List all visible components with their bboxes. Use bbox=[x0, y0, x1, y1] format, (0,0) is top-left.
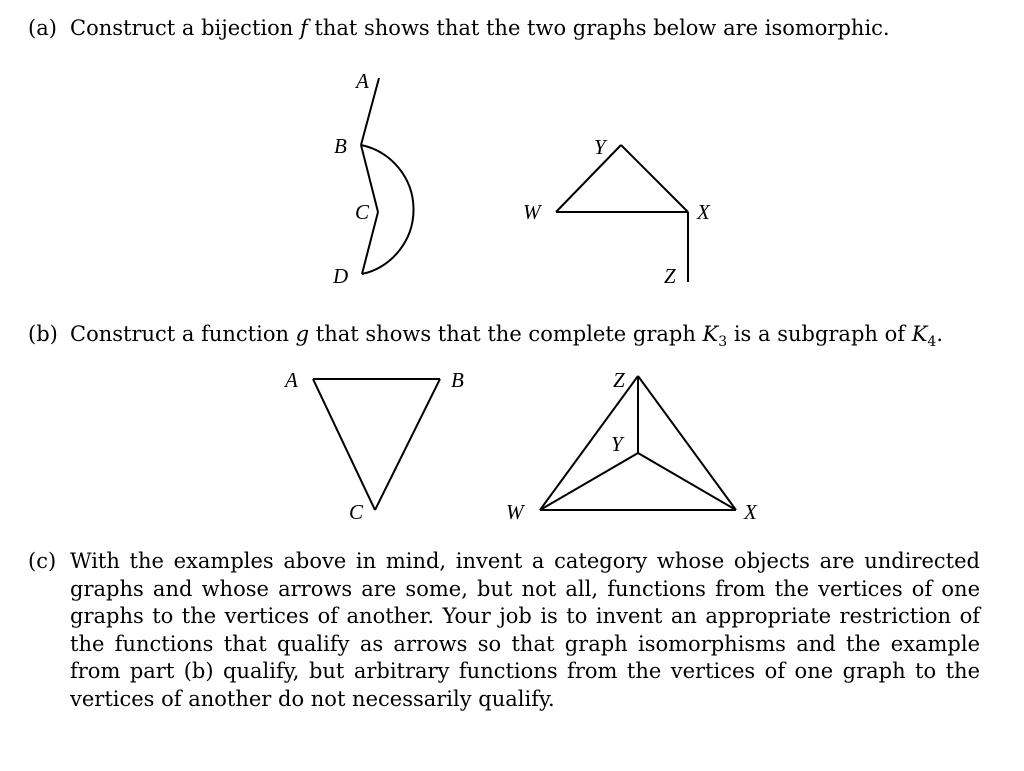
graph-b-left-k3 bbox=[283, 368, 464, 524]
node-label-a: A bbox=[285, 368, 298, 392]
k3-subscript: 3 bbox=[718, 334, 728, 351]
node-label-c: C bbox=[349, 500, 364, 524]
edge-a-c bbox=[313, 379, 375, 510]
part-b-variable: g bbox=[295, 322, 310, 346]
part-b-text-2: that shows that the complete graph bbox=[309, 322, 703, 346]
part-b-text-4: . bbox=[936, 322, 943, 346]
node-label-b: B bbox=[334, 134, 347, 158]
graph-a-right bbox=[523, 135, 711, 288]
node-label-a: A bbox=[356, 69, 369, 93]
k4-subscript: 4 bbox=[927, 334, 937, 351]
part-a-text-2: that shows that the two graphs below are isomorphic. bbox=[307, 16, 890, 40]
graph-b-right-k4 bbox=[506, 368, 758, 524]
edge-y-x bbox=[621, 145, 688, 212]
node-label-z: Z bbox=[613, 368, 625, 392]
node-label-z: Z bbox=[664, 264, 676, 288]
node-label-x: X bbox=[744, 500, 757, 524]
part-c-label: (c) bbox=[28, 549, 57, 573]
edge-y-w bbox=[556, 145, 621, 212]
node-label-b: B bbox=[451, 368, 464, 392]
part-b-label: (b) bbox=[28, 322, 58, 346]
node-label-x: X bbox=[697, 200, 710, 224]
edge-y-x bbox=[638, 453, 736, 510]
part-b-text-3: is a subgraph of bbox=[727, 322, 912, 346]
k3-symbol: K bbox=[702, 322, 719, 346]
part-a-text-1: Construct a bijection bbox=[70, 16, 300, 40]
node-label-d: D bbox=[333, 264, 349, 288]
node-label-y: Y bbox=[594, 135, 606, 159]
k4-symbol: K bbox=[911, 322, 928, 346]
part-a-variable: f bbox=[299, 16, 308, 40]
edge-y-w bbox=[540, 453, 638, 510]
part-c-text: With the examples above in mind, invent a category whose objects are undirected graphs and whose arrows are some, but not all, functions from the vertices of one graphs to the vertices of another. Your job is to invent an appropriate restriction of the functions that qualify as arrows so that graph isomorphisms and the example from part (b) qualify, but arbitrary functions from the vertices of one graph to the vertices of another do not necessarily qualify. bbox=[70, 549, 980, 711]
part-b-text-1: Construct a function bbox=[70, 322, 296, 346]
node-label-w: W bbox=[523, 200, 541, 224]
node-label-c: C bbox=[355, 200, 370, 224]
part-a-label: (a) bbox=[28, 16, 57, 40]
edge-z-x bbox=[638, 376, 736, 510]
node-label-w: W bbox=[506, 500, 524, 524]
node-label-y: Y bbox=[611, 432, 623, 456]
edge-z-w bbox=[540, 376, 638, 510]
edge-b-c bbox=[375, 379, 440, 510]
graph-a-left bbox=[332, 69, 414, 288]
